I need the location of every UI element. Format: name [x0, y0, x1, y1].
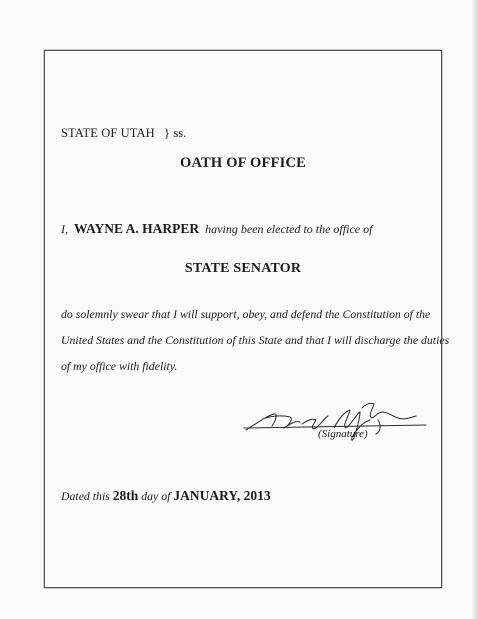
oath-body-line: do solemnly swear that I will support, obey, and defend the Constitution of the	[61, 307, 431, 321]
signature-label: (Signature)	[318, 428, 368, 440]
venue-ss: ss.	[173, 126, 187, 140]
dated-day: 28th	[112, 488, 139, 503]
oath-body-line: of my office with fidelity.	[61, 359, 178, 373]
dated-line	[61, 488, 271, 504]
venue-line	[61, 125, 186, 141]
handwritten-signature	[238, 398, 434, 448]
affiant-line	[61, 221, 372, 237]
office-title: STATE SENATOR	[184, 261, 302, 276]
state-text: STATE OF UTAH	[61, 126, 155, 140]
venue-brace: }	[163, 125, 171, 140]
dated-prefix: Dated this	[61, 489, 110, 503]
dated-month-year: JANUARY, 2013	[173, 488, 271, 503]
oath-body-line: United States and the Constitution of this State and that I will discharge the duties	[61, 333, 450, 347]
document-title: OATH OF OFFICE	[179, 155, 307, 171]
oath-body	[61, 301, 450, 379]
name-suffix: having been elected to the office of	[205, 222, 373, 236]
affiant-name: WAYNE A. HARPER	[74, 221, 200, 236]
dated-mid: day of	[141, 489, 171, 503]
name-prefix: I,	[61, 222, 68, 236]
page-edge-shadow	[472, 0, 478, 619]
